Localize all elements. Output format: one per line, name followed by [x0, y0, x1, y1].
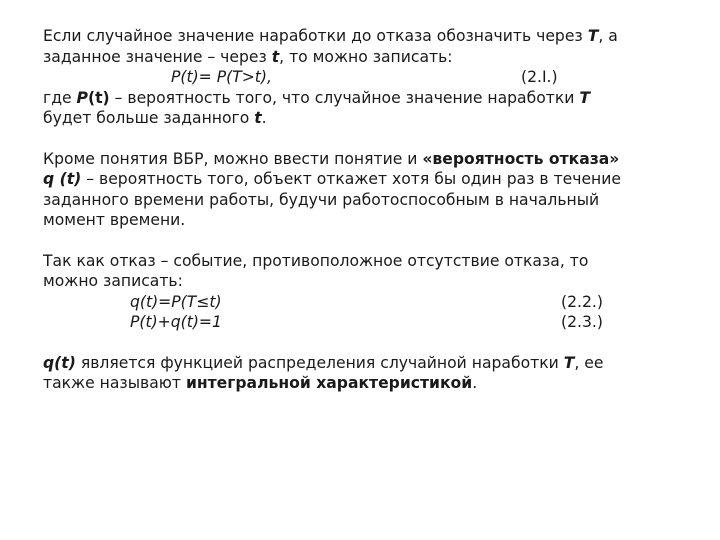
- text-span: является функцией распределения случайной наработки: [75, 353, 564, 372]
- paragraph-distribution-function: [43, 353, 693, 394]
- text-span: заданное значение – через: [43, 47, 272, 66]
- paragraph-definition-reliability: [43, 26, 693, 129]
- text-line: [43, 108, 693, 129]
- text-line: [43, 47, 693, 68]
- paragraph-complementary-event: [43, 251, 693, 333]
- text-line: момент времени.: [43, 211, 186, 229]
- text-span: , ее: [574, 353, 604, 372]
- text-span: также называют: [43, 374, 186, 392]
- text-line: [43, 88, 693, 109]
- formula-expression: q(t)=P(T≤t): [130, 292, 222, 311]
- text-line: [43, 26, 693, 47]
- text-span: , то можно записать:: [279, 47, 453, 66]
- formula-number: (2.2.): [561, 292, 603, 311]
- text-span: где: [43, 88, 77, 107]
- formula-number: (2.I.): [521, 68, 558, 86]
- text-line: [43, 169, 693, 190]
- formula-2-2: [43, 292, 693, 313]
- variable-t-arg: (t): [87, 88, 110, 107]
- variable-T: Т: [563, 353, 575, 372]
- text-span: – вероятность того, объект откажет хотя бы один раз в течение: [81, 170, 621, 188]
- paragraph-failure-probability: [43, 149, 693, 231]
- variable-t: t: [271, 47, 280, 66]
- document-page: [43, 26, 693, 394]
- text-span: , а: [598, 27, 618, 45]
- text-span: Если случайное значение наработки до отказа обозначить через: [43, 27, 588, 45]
- text-line: [43, 149, 693, 170]
- formula-2-3: [43, 312, 693, 333]
- term-integral-characteristic: интегральной характеристикой: [185, 374, 473, 392]
- variable-q: q(t): [43, 353, 76, 372]
- text-line: можно записать:: [43, 272, 183, 290]
- text-span: – вероятность того, что случайное значение наработки: [109, 88, 580, 107]
- text-span: будет больше заданного: [43, 109, 255, 127]
- formula-number: (2.3.): [561, 313, 603, 331]
- variable-T: Т: [587, 27, 599, 45]
- formula-expression: P(t)+q(t)=1: [130, 313, 222, 331]
- variable-t: t: [254, 109, 262, 127]
- variable-T: Т: [579, 88, 590, 107]
- text-span: .: [472, 374, 478, 392]
- term-failure-probability: «вероятность отказа»: [422, 149, 620, 168]
- formula-expression: P(t)= P(T>t),: [171, 68, 272, 86]
- formula-2-1: [43, 67, 693, 88]
- text-line: Так как отказ – событие, противоположное отсутствие отказа, то: [43, 251, 589, 270]
- text-line: заданного времени работы, будучи работоспособным в начальный: [43, 190, 600, 209]
- text-line: [43, 353, 693, 374]
- text-span: .: [261, 109, 267, 127]
- variable-q: q (t): [43, 170, 82, 188]
- variable-P: P: [76, 88, 88, 107]
- text-line: [43, 373, 693, 394]
- text-span: Кроме понятия ВБР, можно ввести понятие и: [43, 149, 423, 168]
